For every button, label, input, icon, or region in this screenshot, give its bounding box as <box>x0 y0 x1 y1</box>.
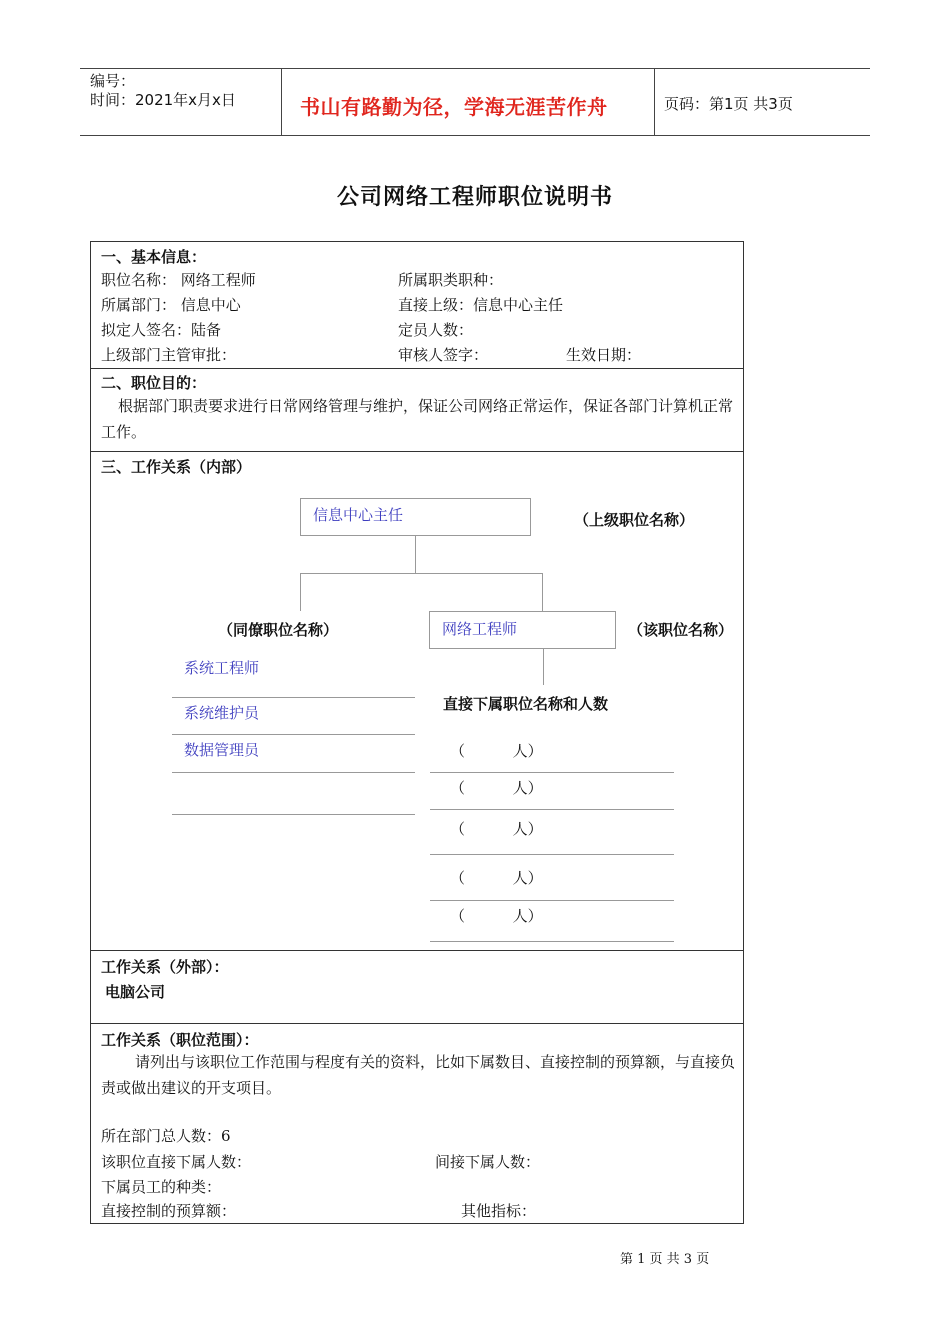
subordinate-row-line <box>430 854 674 855</box>
header-time-label: 时间：2021年x月x日 <box>90 91 236 109</box>
field-dept-approval: 上级部门主管审批： <box>101 346 237 364</box>
peer-item: 数据管理员 <box>184 741 260 759</box>
subordinate-row-line <box>430 772 674 773</box>
org-superior-name: 信息中心主任 <box>313 506 404 524</box>
field-direct-superior: 直接上级：信息中心主任 <box>398 296 564 314</box>
external-content: 电脑公司 <box>105 983 166 1001</box>
peer-item: 系统维护员 <box>184 704 260 722</box>
header-top-border <box>80 68 870 69</box>
field-effective-date: 生效日期： <box>566 346 642 364</box>
header-bottom-border <box>80 135 870 136</box>
purpose-text: 根据部门职责要求进行日常网络管理与维护，保证公司网络正常运作，保证各部门计算机正常工作。 <box>101 397 734 441</box>
org-superior-label: （上级职位名称） <box>574 511 695 529</box>
peer-row-line <box>172 772 415 773</box>
subordinates-heading: 直接下属职位名称和人数 <box>443 695 609 713</box>
section-divider <box>90 451 744 452</box>
peer-row-line <box>172 814 415 815</box>
field-job-category: 所属职类职种： <box>398 271 504 289</box>
org-connector <box>415 536 416 574</box>
field-department: 所属部门： 信息中心 <box>101 296 241 314</box>
header-number-label: 编号： <box>90 72 136 90</box>
section-basic-info-heading: 一、基本信息： <box>101 248 207 266</box>
subordinate-slot: （ 人） <box>450 742 543 760</box>
org-connector <box>543 649 544 685</box>
section-internal-heading: 三、工作关系（内部） <box>101 458 252 476</box>
subordinate-row-line <box>430 809 674 810</box>
scope-dept-total: 所在部门总人数：6 <box>101 1127 231 1145</box>
field-reviewer: 审核人签字： <box>398 346 489 364</box>
header-divider-right <box>654 68 655 136</box>
subordinate-slot: （ 人） <box>450 869 543 887</box>
field-drafter: 拟定人签名：陆备 <box>101 321 222 339</box>
header-page-label: 页码：第1页 共3页 <box>664 95 793 113</box>
scope-direct-subs: 该职位直接下属人数： <box>101 1153 252 1171</box>
org-peer-label: （同僚职位名称） <box>218 621 339 639</box>
section-divider <box>90 368 744 369</box>
section-divider <box>90 950 744 951</box>
subordinate-slot: （ 人） <box>450 907 543 925</box>
scope-indirect-subs: 间接下属人数： <box>435 1153 541 1171</box>
scope-other: 其他指标： <box>461 1202 537 1220</box>
header-motto: 书山有路勤为径，学海无涯苦作舟 <box>300 95 608 119</box>
subordinate-row-line <box>430 941 674 942</box>
section-external-heading: 工作关系（外部）： <box>101 958 229 976</box>
subordinate-slot: （ 人） <box>450 779 543 797</box>
field-position-name: 职位名称： 网络工程师 <box>101 271 256 289</box>
peer-row-line <box>172 734 415 735</box>
org-box-superior <box>300 498 531 536</box>
section-purpose-heading: 二、职位目的： <box>101 374 207 392</box>
section-divider <box>90 1023 744 1024</box>
org-connector <box>542 573 543 611</box>
section-scope-heading: 工作关系（职位范围）： <box>101 1031 259 1049</box>
org-connector <box>300 573 301 611</box>
scope-sub-types: 下属员工的种类： <box>101 1178 222 1196</box>
peer-row-line <box>172 697 415 698</box>
subordinate-row-line <box>430 900 674 901</box>
field-headcount: 定员人数： <box>398 321 474 339</box>
page-footer: 第 1 页 共 3 页 <box>620 1252 710 1267</box>
org-self-label: （该职位名称） <box>628 621 734 639</box>
page-title: 公司网络工程师职位说明书 <box>336 185 613 210</box>
subordinate-slot: （ 人） <box>450 820 543 838</box>
peer-item: 系统工程师 <box>184 659 260 677</box>
header-divider-left <box>281 68 282 136</box>
org-self-name: 网络工程师 <box>442 620 518 638</box>
scope-budget: 直接控制的预算额： <box>101 1202 237 1220</box>
scope-text: 请列出与该职位工作范围与程度有关的资料，比如下属数目、直接控制的预算额，与直接负责或做出建议的开支项目。 <box>101 1053 736 1097</box>
org-connector <box>300 573 543 574</box>
org-box-self <box>429 611 616 649</box>
